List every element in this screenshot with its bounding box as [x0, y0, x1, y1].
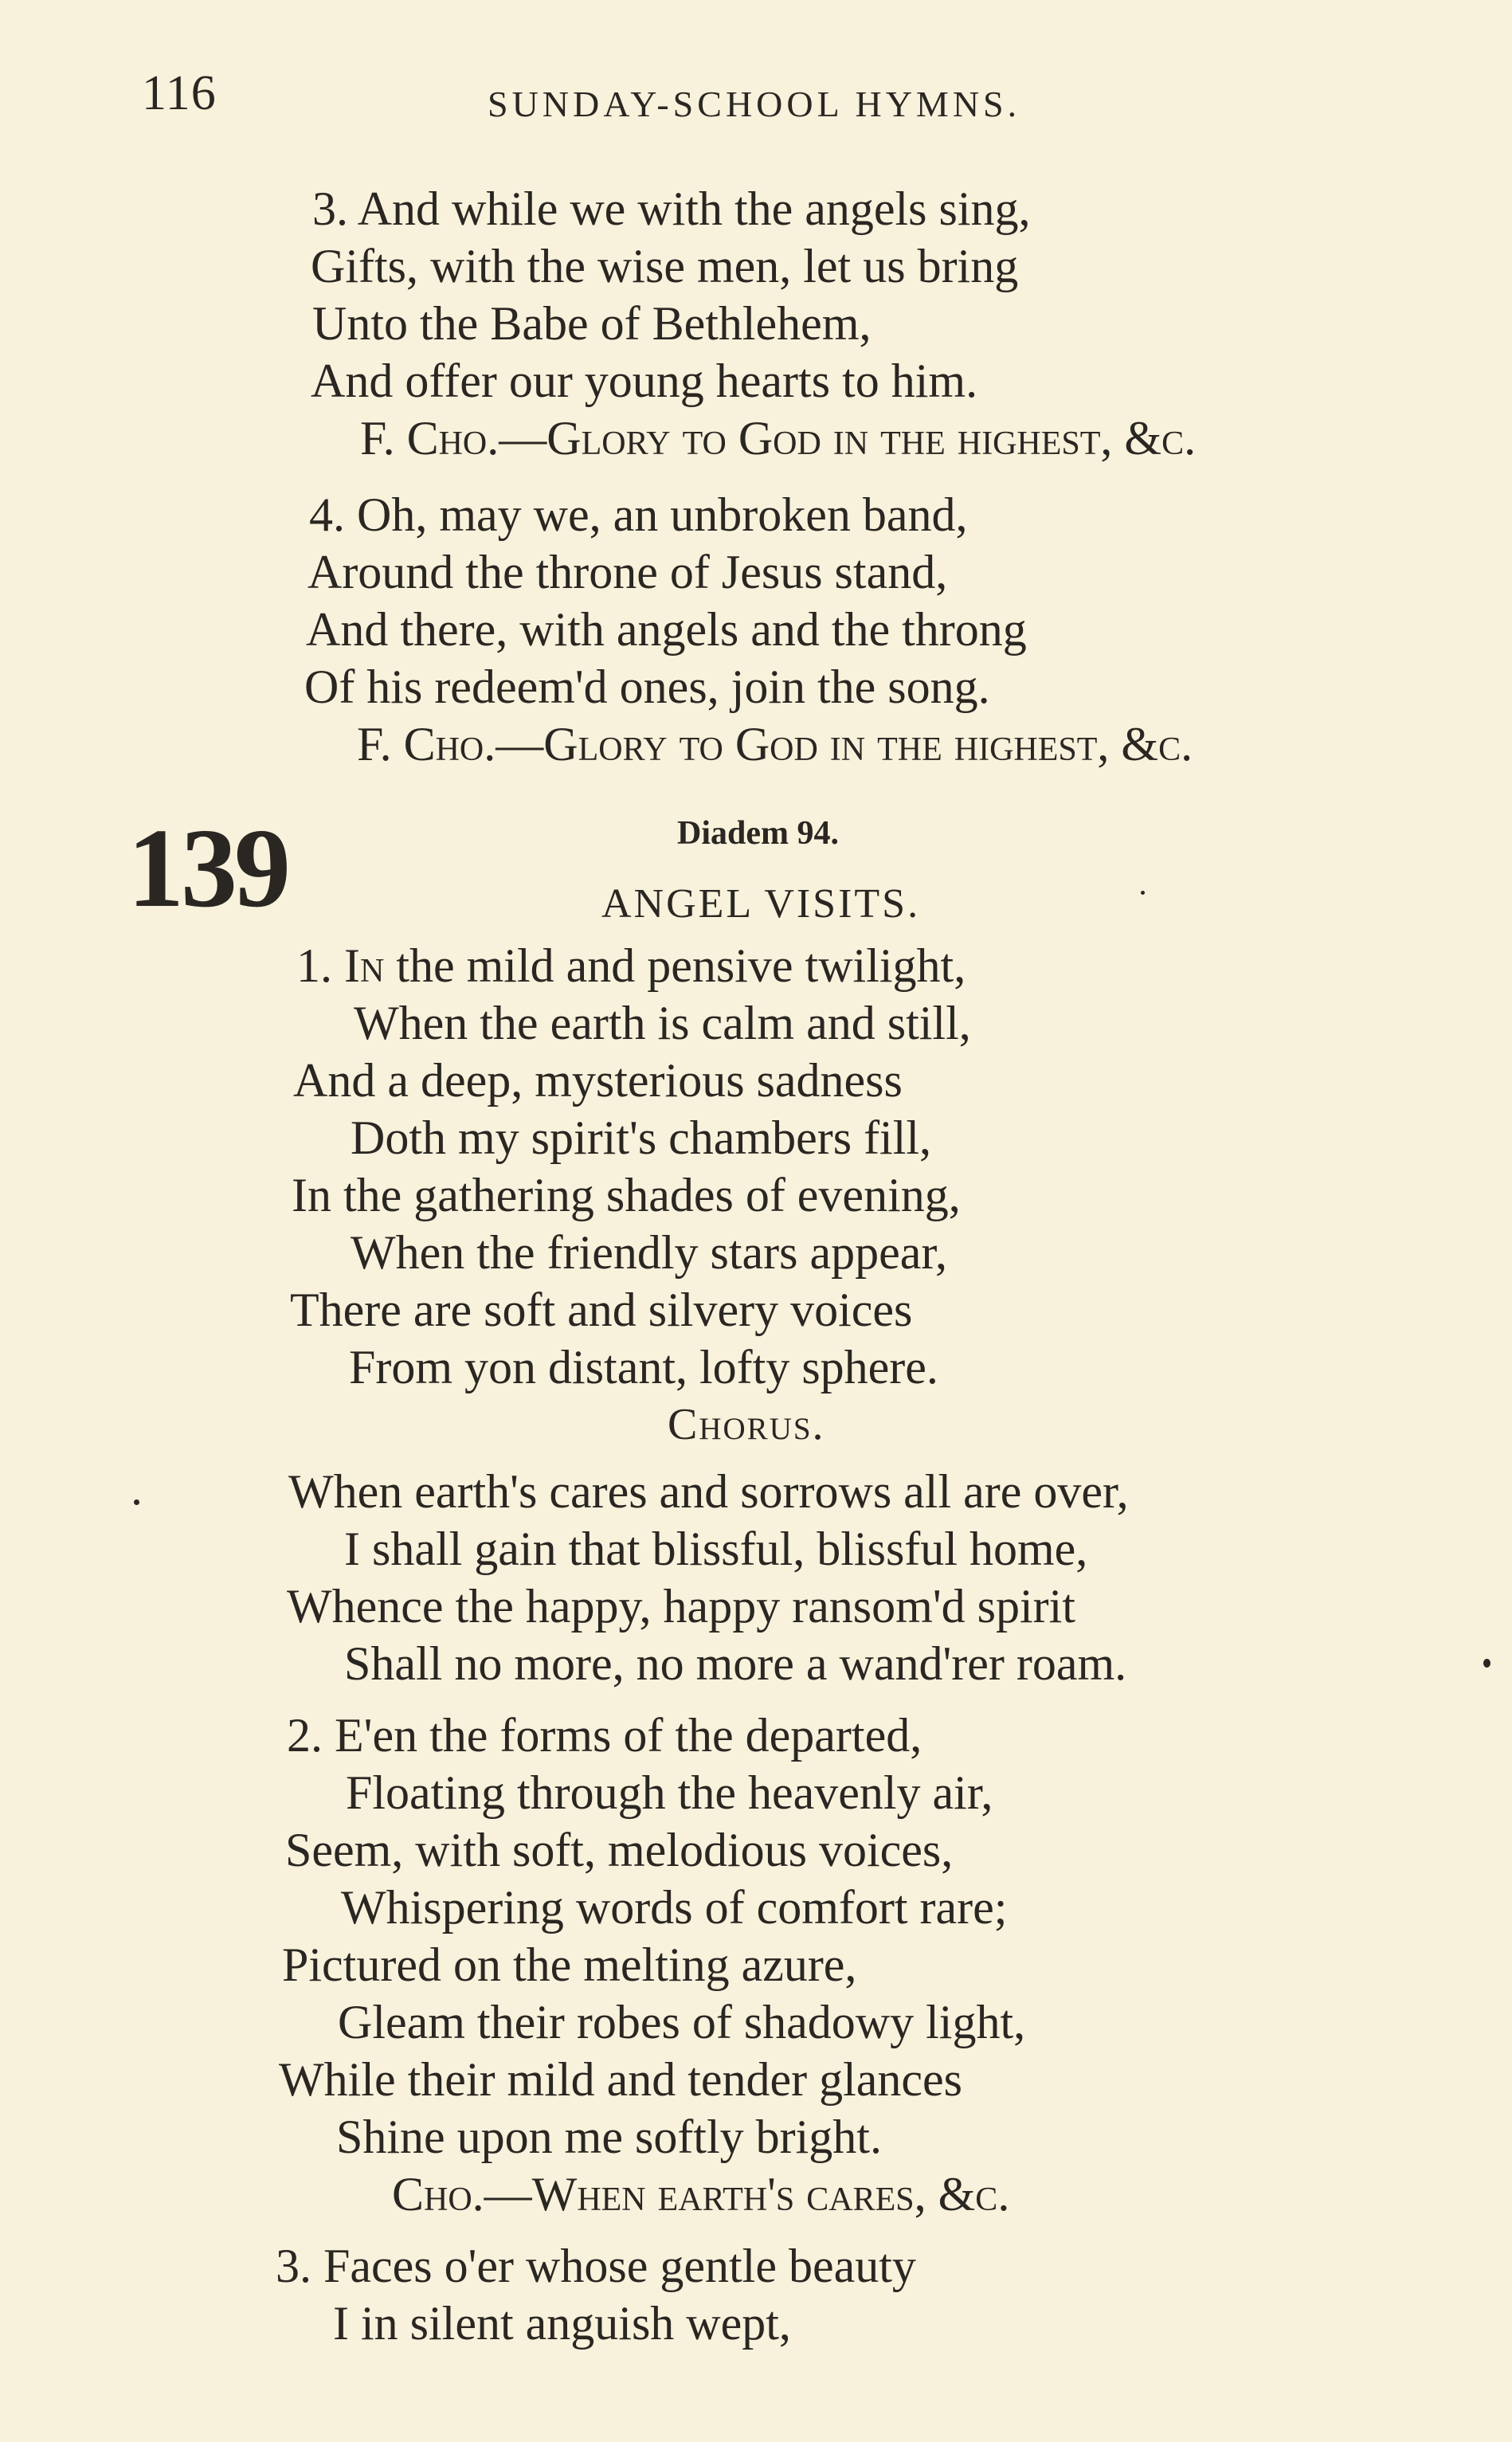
verse-line: 3. Faces o'er whose gentle beauty — [276, 2240, 916, 2292]
print-speck — [1141, 891, 1145, 895]
print-speck — [134, 1499, 139, 1505]
chorus-reference: F. Cho.—Glory to God in the highest, &c. — [357, 718, 1193, 770]
verse-line: In the gathering shades of evening, — [292, 1169, 961, 1221]
verse-line: Unto the Babe of Bethlehem, — [312, 297, 872, 350]
verse-line: 4. Oh, may we, an unbroken band, — [309, 488, 968, 541]
verse-line: Around the throne of Jesus stand, — [307, 546, 948, 598]
first-word: In — [344, 939, 385, 992]
verse-line: Doth my spirit's chambers fill, — [351, 1111, 932, 1164]
first-line-rest: the mild and pensive twilight, — [384, 939, 966, 992]
hymn-number: 139 — [127, 805, 288, 931]
verse-line: Floating through the heavenly air, — [346, 1766, 993, 1819]
tune-name: Diadem 94. — [677, 815, 839, 852]
chorus-line: When earth's cares and sorrows all are over, — [288, 1465, 1129, 1518]
verse-line: From yon distant, lofty sphere. — [349, 1341, 938, 1393]
verse-line: Gifts, with the wise men, let us bring — [311, 240, 1019, 292]
chorus-reference: Cho.—When earth's cares, &c. — [392, 2168, 1010, 2221]
hymn-title: ANGEL VISITS. — [601, 881, 921, 927]
running-title: SUNDAY-SCHOOL HYMNS. — [488, 84, 1021, 124]
verse-line: And there, with angels and the throng — [306, 603, 1027, 656]
verse-line: 2. E'en the forms of the departed, — [287, 1709, 922, 1762]
verse-line: Pictured on the melting azure, — [282, 1938, 857, 1991]
verse-line: And offer our young hearts to him. — [311, 355, 978, 407]
verse-line: There are soft and silvery voices — [290, 1284, 913, 1336]
verse-line — [296, 939, 966, 992]
print-speck — [1483, 1659, 1490, 1668]
verse-line: When the friendly stars appear, — [351, 1226, 947, 1279]
chorus-line: Whence the happy, happy ransom'd spirit — [287, 1580, 1075, 1633]
verse-line: I in silent anguish wept, — [333, 2297, 791, 2350]
verse-line: Shine upon me softly bright. — [336, 2111, 882, 2163]
verse-line: Seem, with soft, melodious voices, — [285, 1824, 954, 1876]
verse-line: Of his redeem'd ones, join the song. — [304, 660, 990, 713]
page-number: 116 — [142, 66, 217, 120]
stanza-number: 1. — [296, 939, 332, 992]
verse-line: While their mild and tender glances — [279, 2053, 963, 2106]
verse-line: When the earth is calm and still, — [354, 997, 971, 1049]
chorus-line: Shall no more, no more a wand'rer roam. — [344, 1637, 1127, 1690]
verse-line: 3. And while we with the angels sing, — [312, 182, 1031, 235]
chorus-heading: Chorus. — [668, 1400, 825, 1449]
verse-line: Whispering words of comfort rare; — [341, 1881, 1008, 1934]
verse-line: And a deep, mysterious sadness — [293, 1054, 903, 1107]
chorus-line: I shall gain that blissful, blissful home, — [344, 1523, 1088, 1575]
verse-line: Gleam their robes of shadowy light, — [338, 1996, 1026, 2048]
chorus-reference: F. Cho.—Glory to God in the highest, &c. — [360, 412, 1197, 464]
